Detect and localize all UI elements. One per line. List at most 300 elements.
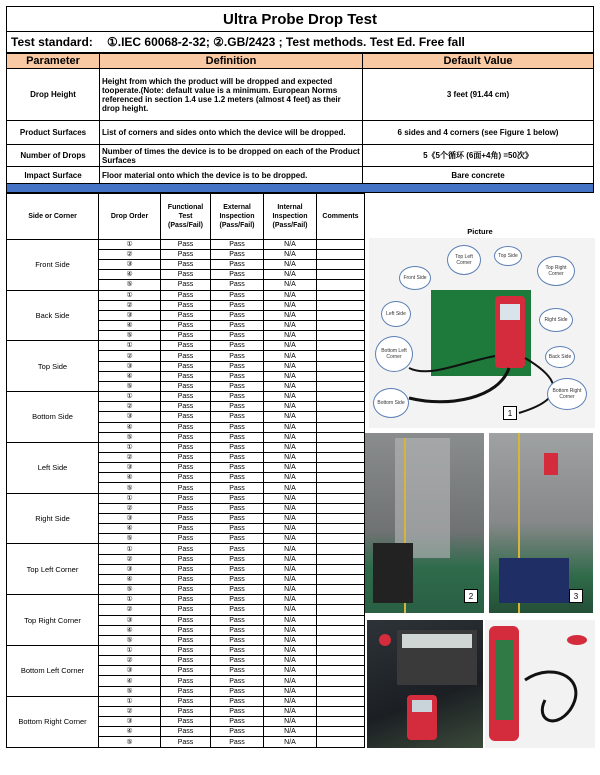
comments-cell: [317, 392, 365, 402]
internal-cell: N/A: [264, 524, 317, 534]
external-cell: Pass: [211, 615, 264, 625]
param-value: Bare concrete: [363, 167, 594, 184]
functional-cell: Pass: [161, 534, 211, 544]
functional-cell: Pass: [161, 381, 211, 391]
drop-order-cell: ⑤: [99, 381, 161, 391]
comments-cell: [317, 463, 365, 473]
surface-cell: Top Right Corner: [7, 595, 99, 646]
functional-cell: Pass: [161, 453, 211, 463]
param-value: 5《5个循环 (6面+4角) =50次》: [363, 145, 594, 167]
parameter-table: [6, 53, 594, 184]
battery-test-illustration: [367, 620, 483, 748]
comments-cell: [317, 310, 365, 320]
drop-order-cell: ③: [99, 513, 161, 523]
external-cell: Pass: [211, 483, 264, 493]
drop-order-cell: ③: [99, 361, 161, 371]
functional-cell: Pass: [161, 392, 211, 402]
external-cell: Pass: [211, 260, 264, 270]
comments-cell: [317, 493, 365, 503]
comments-cell: [317, 402, 365, 412]
internal-cell: N/A: [264, 635, 317, 645]
comments-cell: [317, 239, 365, 249]
functional-cell: Pass: [161, 320, 211, 330]
external-cell: Pass: [211, 432, 264, 442]
internal-cell: N/A: [264, 260, 317, 270]
external-cell: Pass: [211, 473, 264, 483]
functional-cell: Pass: [161, 635, 211, 645]
functional-cell: Pass: [161, 656, 211, 666]
comments-cell: [317, 676, 365, 686]
external-cell: Pass: [211, 341, 264, 351]
functional-cell: Pass: [161, 463, 211, 473]
functional-cell: Pass: [161, 595, 211, 605]
header-definition: Definition: [100, 54, 363, 69]
surface-cell: Top Left Corner: [7, 544, 99, 595]
external-cell: Pass: [211, 412, 264, 422]
functional-cell: Pass: [161, 585, 211, 595]
table-row: [7, 442, 365, 452]
external-cell: Pass: [211, 534, 264, 544]
external-cell: Pass: [211, 310, 264, 320]
external-cell: Pass: [211, 605, 264, 615]
drop-order-cell: ②: [99, 503, 161, 513]
drop-order-cell: ②: [99, 402, 161, 412]
document: [6, 6, 594, 748]
internal-cell: N/A: [264, 361, 317, 371]
comments-cell: [317, 706, 365, 716]
functional-cell: Pass: [161, 574, 211, 584]
drop-order-cell: ②: [99, 706, 161, 716]
table-row: [7, 493, 365, 503]
functional-cell: Pass: [161, 239, 211, 249]
functional-cell: Pass: [161, 300, 211, 310]
external-cell: Pass: [211, 737, 264, 748]
drop-rig-photo: [365, 433, 484, 613]
comments-cell: [317, 615, 365, 625]
figure-number: 2: [464, 589, 478, 603]
functional-cell: Pass: [161, 361, 211, 371]
drop-order-cell: ①: [99, 645, 161, 655]
comments-cell: [317, 656, 365, 666]
surface-cell: Bottom Side: [7, 392, 99, 443]
comments-cell: [317, 524, 365, 534]
header-drop-order: Drop Order: [99, 194, 161, 240]
drop-order-cell: ⑤: [99, 585, 161, 595]
drop-order-cell: ⑤: [99, 737, 161, 748]
param-name: Number of Drops: [7, 145, 100, 167]
internal-cell: N/A: [264, 412, 317, 422]
internal-cell: N/A: [264, 666, 317, 676]
internal-cell: N/A: [264, 483, 317, 493]
external-cell: Pass: [211, 493, 264, 503]
label-bubble: Top Side: [494, 246, 522, 266]
functional-cell: Pass: [161, 402, 211, 412]
drop-order-cell: ③: [99, 666, 161, 676]
internal-cell: N/A: [264, 432, 317, 442]
drop-order-cell: ⑤: [99, 331, 161, 341]
comments-cell: [317, 544, 365, 554]
internal-cell: N/A: [264, 676, 317, 686]
functional-cell: Pass: [161, 737, 211, 748]
surface-cell: Bottom Right Corner: [7, 696, 99, 747]
internal-cell: N/A: [264, 422, 317, 432]
drop-order-cell: ②: [99, 656, 161, 666]
label-bubble: Back Side: [545, 346, 575, 368]
drop-order-cell: ①: [99, 544, 161, 554]
functional-cell: Pass: [161, 615, 211, 625]
drop-order-cell: ①: [99, 696, 161, 706]
internal-cell: N/A: [264, 331, 317, 341]
functional-cell: Pass: [161, 473, 211, 483]
table-row: [7, 544, 365, 554]
comments-cell: [317, 320, 365, 330]
external-cell: Pass: [211, 645, 264, 655]
drop-order-cell: ⑤: [99, 280, 161, 290]
comments-cell: [317, 270, 365, 280]
internal-cell: N/A: [264, 544, 317, 554]
drop-order-cell: ④: [99, 524, 161, 534]
header-functional: Functional Test (Pass/Fail): [161, 194, 211, 240]
surface-cell: Front Side: [7, 239, 99, 290]
results-section: [6, 193, 594, 748]
drop-order-cell: ⑤: [99, 432, 161, 442]
test-standard-row: [6, 32, 594, 53]
functional-cell: Pass: [161, 422, 211, 432]
internal-cell: N/A: [264, 392, 317, 402]
internal-cell: N/A: [264, 595, 317, 605]
external-cell: Pass: [211, 544, 264, 554]
comments-cell: [317, 717, 365, 727]
external-cell: Pass: [211, 392, 264, 402]
drop-order-cell: ②: [99, 554, 161, 564]
drop-order-cell: ②: [99, 300, 161, 310]
comments-cell: [317, 574, 365, 584]
comments-cell: [317, 503, 365, 513]
drop-order-cell: ①: [99, 341, 161, 351]
internal-cell: N/A: [264, 696, 317, 706]
surface-cell: Back Side: [7, 290, 99, 341]
drop-order-cell: ⑤: [99, 534, 161, 544]
external-cell: Pass: [211, 696, 264, 706]
comments-cell: [317, 412, 365, 422]
drop-order-cell: ⑤: [99, 686, 161, 696]
drop-order-cell: ③: [99, 615, 161, 625]
internal-cell: N/A: [264, 300, 317, 310]
external-cell: Pass: [211, 666, 264, 676]
drop-order-cell: ③: [99, 260, 161, 270]
comments-cell: [317, 696, 365, 706]
label-bubble: Front Side: [399, 266, 431, 290]
section-divider: [6, 184, 594, 193]
functional-cell: Pass: [161, 412, 211, 422]
comments-cell: [317, 534, 365, 544]
internal-cell: N/A: [264, 625, 317, 635]
table-row: [7, 595, 365, 605]
comments-cell: [317, 645, 365, 655]
functional-cell: Pass: [161, 270, 211, 280]
internal-cell: N/A: [264, 503, 317, 513]
external-cell: Pass: [211, 635, 264, 645]
picture-panel: [365, 193, 594, 748]
functional-cell: Pass: [161, 625, 211, 635]
functional-cell: Pass: [161, 341, 211, 351]
internal-cell: N/A: [264, 656, 317, 666]
comments-cell: [317, 635, 365, 645]
comments-cell: [317, 422, 365, 432]
comments-cell: [317, 585, 365, 595]
comments-cell: [317, 442, 365, 452]
table-row: [7, 341, 365, 351]
internal-cell: N/A: [264, 737, 317, 748]
surface-cell: Right Side: [7, 493, 99, 544]
internal-cell: N/A: [264, 574, 317, 584]
table-row: [7, 239, 365, 249]
probe-internals-illustration: [485, 620, 595, 748]
internal-cell: N/A: [264, 310, 317, 320]
comments-cell: [317, 351, 365, 361]
drop-order-cell: ③: [99, 310, 161, 320]
probe-diagram-photo: [369, 238, 595, 428]
comments-cell: [317, 361, 365, 371]
drop-order-cell: ③: [99, 717, 161, 727]
functional-cell: Pass: [161, 676, 211, 686]
header-default-value: Default Value: [363, 54, 594, 69]
functional-cell: Pass: [161, 280, 211, 290]
drop-order-cell: ④: [99, 676, 161, 686]
probe-internals-photo: [485, 620, 595, 748]
drop-order-cell: ②: [99, 453, 161, 463]
internal-cell: N/A: [264, 239, 317, 249]
header-side: Side or Corner: [7, 194, 99, 240]
param-value: 3 feet (91.44 cm): [363, 69, 594, 121]
functional-cell: Pass: [161, 666, 211, 676]
functional-cell: Pass: [161, 503, 211, 513]
drop-order-cell: ④: [99, 574, 161, 584]
drop-order-cell: ⑤: [99, 483, 161, 493]
comments-cell: [317, 331, 365, 341]
external-cell: Pass: [211, 351, 264, 361]
external-cell: Pass: [211, 239, 264, 249]
vertical-drop-photo: [489, 433, 593, 613]
internal-cell: N/A: [264, 706, 317, 716]
external-cell: Pass: [211, 402, 264, 412]
comments-cell: [317, 605, 365, 615]
external-cell: Pass: [211, 361, 264, 371]
label-bubble: Top Right Corner: [537, 256, 575, 286]
drop-order-cell: ④: [99, 371, 161, 381]
comments-cell: [317, 513, 365, 523]
param-name: Impact Surface: [7, 167, 100, 184]
drop-order-cell: ①: [99, 442, 161, 452]
comments-cell: [317, 381, 365, 391]
picture-header: Picture: [467, 227, 493, 236]
functional-cell: Pass: [161, 554, 211, 564]
label-bubble: Bottom Left Corner: [375, 336, 413, 372]
functional-cell: Pass: [161, 564, 211, 574]
param-value: 6 sides and 4 corners (see Figure 1 below): [363, 121, 594, 145]
drop-order-cell: ④: [99, 727, 161, 737]
comments-cell: [317, 564, 365, 574]
external-cell: Pass: [211, 676, 264, 686]
header-comments: Comments: [317, 194, 365, 240]
comments-cell: [317, 432, 365, 442]
internal-cell: N/A: [264, 280, 317, 290]
internal-cell: N/A: [264, 249, 317, 259]
internal-cell: N/A: [264, 585, 317, 595]
internal-cell: N/A: [264, 513, 317, 523]
functional-cell: Pass: [161, 351, 211, 361]
drop-order-cell: ①: [99, 392, 161, 402]
external-cell: Pass: [211, 706, 264, 716]
internal-cell: N/A: [264, 605, 317, 615]
functional-cell: Pass: [161, 706, 211, 716]
drop-order-cell: ①: [99, 239, 161, 249]
comments-cell: [317, 595, 365, 605]
internal-cell: N/A: [264, 615, 317, 625]
surface-cell: Top Side: [7, 341, 99, 392]
battery-test-photo: [367, 620, 483, 748]
external-cell: Pass: [211, 320, 264, 330]
comments-cell: [317, 371, 365, 381]
internal-cell: N/A: [264, 371, 317, 381]
vertical-drop-illustration: [489, 433, 593, 613]
label-bubble: Left Side: [381, 301, 411, 327]
functional-cell: Pass: [161, 727, 211, 737]
drop-order-cell: ⑤: [99, 635, 161, 645]
external-cell: Pass: [211, 442, 264, 452]
external-cell: Pass: [211, 727, 264, 737]
internal-cell: N/A: [264, 341, 317, 351]
drop-order-cell: ④: [99, 270, 161, 280]
functional-cell: Pass: [161, 544, 211, 554]
internal-cell: N/A: [264, 402, 317, 412]
functional-cell: Pass: [161, 371, 211, 381]
test-standard-label: Test standard:: [11, 35, 93, 49]
comments-cell: [317, 737, 365, 748]
internal-cell: N/A: [264, 270, 317, 280]
param-definition: Height from which the product will be dropped and expected tooperate.(Note: default value is a minimum. European Norms referenced in section 1.4 use 1.2 meters (almost 4 feet) as their drop height.: [100, 69, 363, 121]
table-row: [7, 645, 365, 655]
header-internal: Internal Inspection (Pass/Fail): [264, 194, 317, 240]
internal-cell: N/A: [264, 564, 317, 574]
external-cell: Pass: [211, 503, 264, 513]
comments-cell: [317, 260, 365, 270]
drop-order-cell: ②: [99, 605, 161, 615]
table-row: [7, 290, 365, 300]
functional-cell: Pass: [161, 290, 211, 300]
internal-cell: N/A: [264, 290, 317, 300]
comments-cell: [317, 453, 365, 463]
header-parameter: Parameter: [7, 54, 100, 69]
functional-cell: Pass: [161, 260, 211, 270]
param-name: Product Surfaces: [7, 121, 100, 145]
drop-order-cell: ③: [99, 463, 161, 473]
table-row: [7, 392, 365, 402]
comments-cell: [317, 341, 365, 351]
internal-cell: N/A: [264, 473, 317, 483]
functional-cell: Pass: [161, 645, 211, 655]
param-definition: Number of times the device is to be dropped on each of the Product Surfaces: [100, 145, 363, 167]
comments-cell: [317, 280, 365, 290]
external-cell: Pass: [211, 585, 264, 595]
external-cell: Pass: [211, 524, 264, 534]
surface-cell: Bottom Left Corner: [7, 645, 99, 696]
external-cell: Pass: [211, 270, 264, 280]
external-cell: Pass: [211, 453, 264, 463]
drop-order-cell: ③: [99, 412, 161, 422]
functional-cell: Pass: [161, 524, 211, 534]
external-cell: Pass: [211, 686, 264, 696]
document-title: Ultra Probe Drop Test: [6, 6, 594, 32]
drop-order-cell: ④: [99, 625, 161, 635]
external-cell: Pass: [211, 564, 264, 574]
external-cell: Pass: [211, 422, 264, 432]
functional-cell: Pass: [161, 331, 211, 341]
internal-cell: N/A: [264, 351, 317, 361]
internal-cell: N/A: [264, 686, 317, 696]
label-bubble: Top Left Corner: [447, 245, 481, 275]
external-cell: Pass: [211, 656, 264, 666]
external-cell: Pass: [211, 595, 264, 605]
header-external: External Inspection (Pass/Fail): [211, 194, 264, 240]
external-cell: Pass: [211, 574, 264, 584]
drop-order-cell: ②: [99, 249, 161, 259]
external-cell: Pass: [211, 290, 264, 300]
internal-cell: N/A: [264, 727, 317, 737]
test-standard-value: ①.IEC 60068-2-32; ②.GB/2423 ; Test methods. Test Ed. Free fall: [107, 35, 465, 49]
comments-cell: [317, 473, 365, 483]
functional-cell: Pass: [161, 483, 211, 493]
drop-order-cell: ①: [99, 290, 161, 300]
drop-order-cell: ④: [99, 422, 161, 432]
comments-cell: [317, 300, 365, 310]
internal-cell: N/A: [264, 453, 317, 463]
label-bubble: Right Side: [539, 308, 573, 332]
internal-cell: N/A: [264, 381, 317, 391]
functional-cell: Pass: [161, 442, 211, 452]
external-cell: Pass: [211, 463, 264, 473]
drop-order-cell: ②: [99, 351, 161, 361]
comments-cell: [317, 483, 365, 493]
param-definition: List of corners and sides onto which the device will be dropped.: [100, 121, 363, 145]
external-cell: Pass: [211, 300, 264, 310]
internal-cell: N/A: [264, 645, 317, 655]
drop-order-cell: ③: [99, 564, 161, 574]
param-name: Drop Height: [7, 69, 100, 121]
results-table: [6, 193, 365, 748]
external-cell: Pass: [211, 381, 264, 391]
internal-cell: N/A: [264, 554, 317, 564]
drop-order-cell: ④: [99, 320, 161, 330]
drop-order-cell: ①: [99, 493, 161, 503]
internal-cell: N/A: [264, 463, 317, 473]
drop-order-cell: ④: [99, 473, 161, 483]
functional-cell: Pass: [161, 432, 211, 442]
functional-cell: Pass: [161, 696, 211, 706]
functional-cell: Pass: [161, 493, 211, 503]
external-cell: Pass: [211, 625, 264, 635]
comments-cell: [317, 686, 365, 696]
internal-cell: N/A: [264, 320, 317, 330]
functional-cell: Pass: [161, 717, 211, 727]
comments-cell: [317, 290, 365, 300]
external-cell: Pass: [211, 331, 264, 341]
external-cell: Pass: [211, 554, 264, 564]
internal-cell: N/A: [264, 493, 317, 503]
comments-cell: [317, 666, 365, 676]
table-row: [7, 696, 365, 706]
comments-cell: [317, 554, 365, 564]
